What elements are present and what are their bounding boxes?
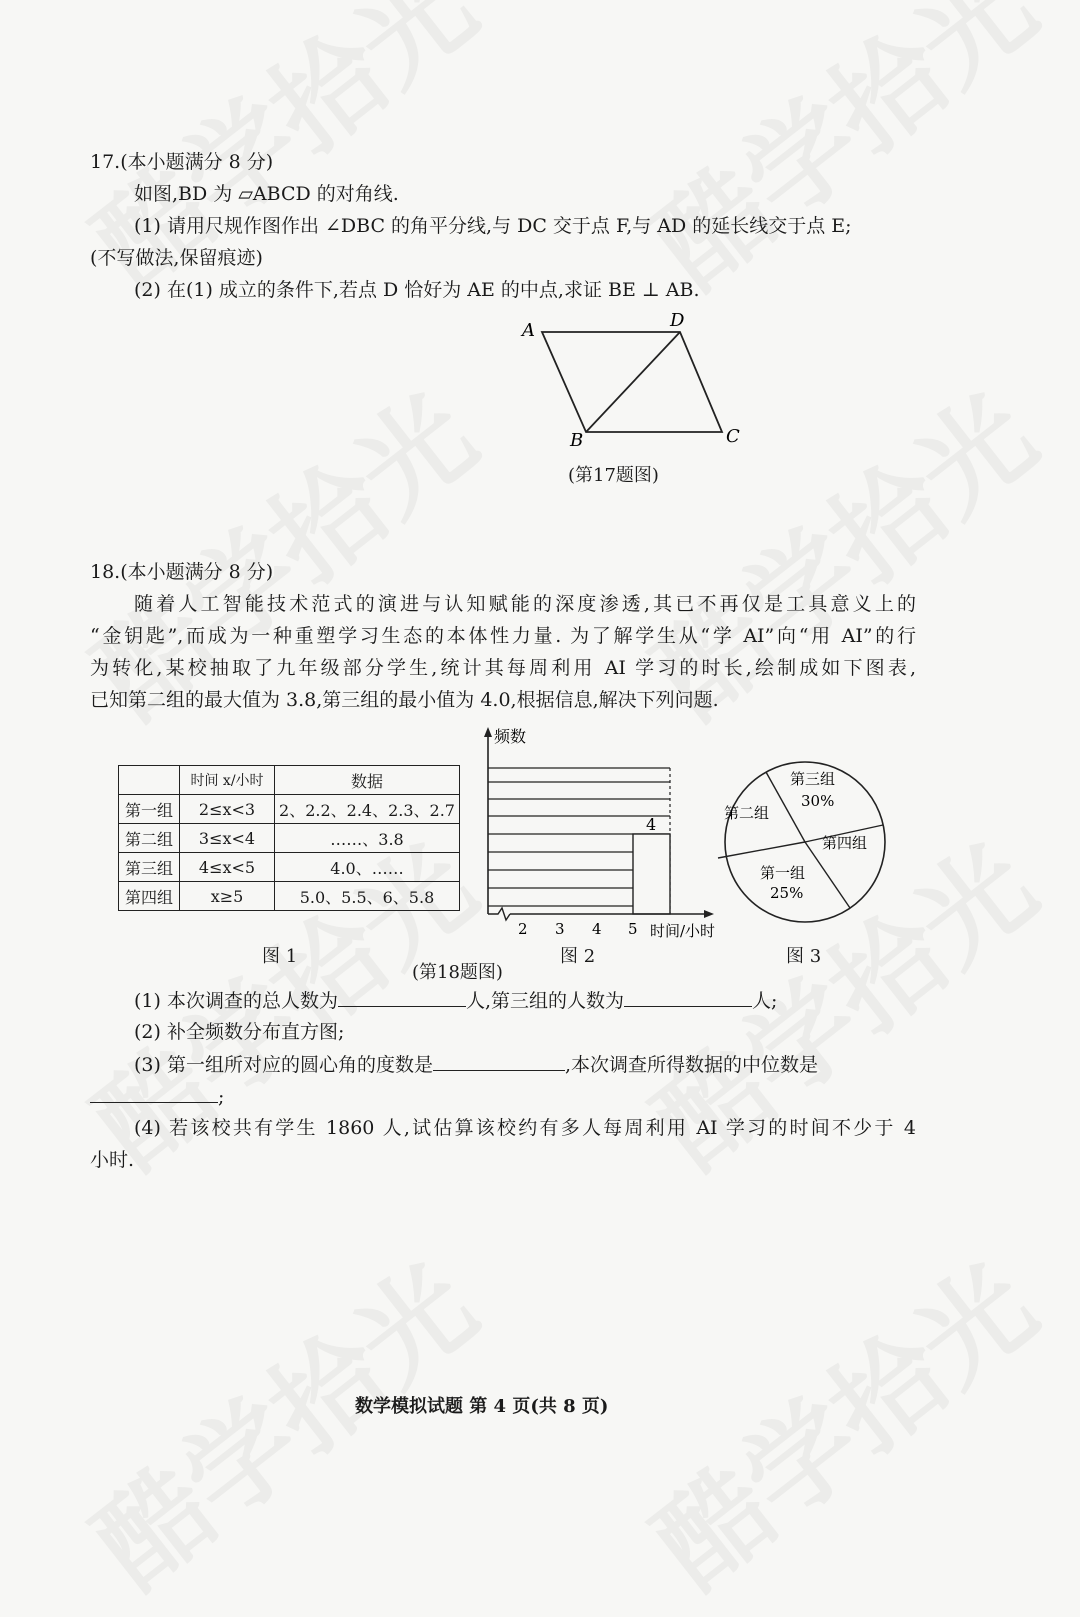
- watermark: [618, 1221, 1062, 1616]
- answer-blank-group3[interactable]: [624, 988, 752, 1007]
- q18-paragraph-line3: 为转化,某校抽取了九年级部分学生,统计其每周利用 AI 学习的时长,绘制成如下图表,: [90, 657, 916, 679]
- q18-question-2: (2) 补全频数分布直方图;: [134, 1021, 345, 1043]
- table-header-cell: [119, 766, 180, 795]
- histogram-bar-4-5: [633, 834, 670, 914]
- q18-paragraph-line2: “金钥匙”,而成为一种重塑学习生态的本体性力量. 为了解学生从“学 AI”向“用 AI”的行: [90, 625, 916, 647]
- table-cell: 2、2.2、2.4、2.3、2.7: [275, 795, 460, 824]
- table-cell: 第一组: [119, 795, 180, 824]
- bar-value-label: 4: [646, 815, 657, 834]
- fig1-caption: 图 1: [262, 946, 298, 967]
- x-tick-label: 4: [592, 920, 602, 938]
- x-tick-label: 2: [518, 920, 528, 938]
- q17-heading: 17.(本小题满分 8 分): [90, 151, 274, 173]
- q3-text-b: ,本次调查所得数据的中位数是: [564, 1054, 819, 1076]
- table-cell: 第三组: [119, 853, 180, 882]
- table-row: [119, 824, 460, 853]
- table-cell: 第二组: [119, 824, 180, 853]
- pie-sector-percent: 30%: [801, 792, 835, 810]
- table-cell: ……、3.8: [275, 824, 460, 853]
- table-header-row: [119, 766, 460, 795]
- q17-part1: (1) 请用尺规作图作出 ∠DBC 的角平分线,与 DC 交于点 F,与 AD 的延长线交于点 E;: [134, 215, 852, 237]
- q18-question-4-continued: 小时.: [90, 1149, 135, 1171]
- label-a: A: [522, 320, 535, 341]
- table-cell: 4.0、……: [275, 853, 460, 882]
- table-cell: x≥5: [180, 882, 275, 911]
- q17-parallelogram-figure: [510, 308, 790, 458]
- q18-question-3-continued: [90, 1084, 224, 1109]
- table-row: [119, 853, 460, 882]
- label-d: D: [670, 310, 685, 331]
- pie-sector-label: 第二组: [724, 804, 770, 822]
- diagonal-bd: [586, 332, 680, 432]
- page-footer: 数学模拟试题 第 4 页(共 8 页): [355, 1396, 609, 1417]
- q18-heading: 18.(本小题满分 8 分): [90, 561, 274, 583]
- y-axis-arrow: [484, 727, 492, 737]
- table-cell: 4≤x<5: [180, 853, 275, 882]
- x-tick-label: 3: [555, 920, 565, 938]
- x-axis-label: 时间/小时: [650, 922, 716, 940]
- table-header-cell: 数据: [275, 766, 460, 795]
- q18-histogram: [478, 722, 738, 942]
- table-row: [119, 795, 460, 824]
- table-header-cell: 时间 x/小时: [180, 766, 275, 795]
- q18-data-table: [118, 765, 460, 911]
- q1-text-a: (1) 本次调查的总人数为: [134, 990, 338, 1012]
- q18-paragraph-line4: 已知第二组的最大值为 3.8,第三组的最小值为 4.0,根据信息,解决下列问题.: [90, 689, 719, 711]
- fig3-caption: 图 3: [786, 946, 822, 967]
- q3-text-c: ;: [218, 1086, 225, 1108]
- pie-sector-label: 第四组: [822, 834, 868, 852]
- pie-sector-label: 第一组: [760, 864, 806, 882]
- pie-sector-label: 第三组: [790, 770, 836, 788]
- y-axis-label: 频数: [494, 727, 527, 746]
- q18-question-1: [134, 988, 777, 1013]
- q17-part2: (2) 在(1) 成立的条件下,若点 D 恰好为 AE 的中点,求证 BE ⊥ AB.: [134, 279, 700, 301]
- watermark: [58, 1221, 502, 1616]
- q17-part1-note: (不写做法,保留痕迹): [90, 247, 263, 269]
- table-row: [119, 882, 460, 911]
- q18-paragraph-line1: 随着人工智能技术范式的演进与认知赋能的深度渗透,其已不再仅是工具意义上的: [134, 593, 916, 615]
- table-cell: 5.0、5.5、6、5.8: [275, 882, 460, 911]
- table-cell: 2≤x<3: [180, 795, 275, 824]
- answer-blank-angle[interactable]: [433, 1052, 565, 1071]
- x-axis-break: [488, 908, 510, 920]
- watermark: [618, 0, 1062, 317]
- label-c: C: [726, 426, 740, 447]
- q17-intro: 如图,BD 为 ▱ABCD 的对角线.: [134, 183, 399, 205]
- q1-text-c: 人;: [752, 990, 778, 1012]
- q3-text-a: (3) 第一组所对应的圆心角的度数是: [134, 1054, 433, 1076]
- fig2-caption: 图 2: [560, 946, 596, 967]
- q1-text-b: 人,第三组的人数为: [465, 990, 625, 1012]
- q18-pie-chart: [710, 750, 900, 940]
- label-b: B: [570, 430, 584, 451]
- q17-caption: (第17题图): [568, 465, 659, 486]
- answer-blank-median[interactable]: [90, 1084, 218, 1103]
- table-cell: 3≤x<4: [180, 824, 275, 853]
- answer-blank-total[interactable]: [338, 988, 466, 1007]
- q18-question-4: (4) 若该校共有学生 1860 人,试估算该校约有多人每周利用 AI 学习的时间不少于 4: [134, 1117, 916, 1139]
- table-cell: 第四组: [119, 882, 180, 911]
- q18-question-3: [134, 1052, 818, 1077]
- x-tick-label: 5: [628, 920, 638, 938]
- q18-caption: (第18题图): [412, 962, 503, 983]
- pie-sector-percent: 25%: [770, 884, 804, 902]
